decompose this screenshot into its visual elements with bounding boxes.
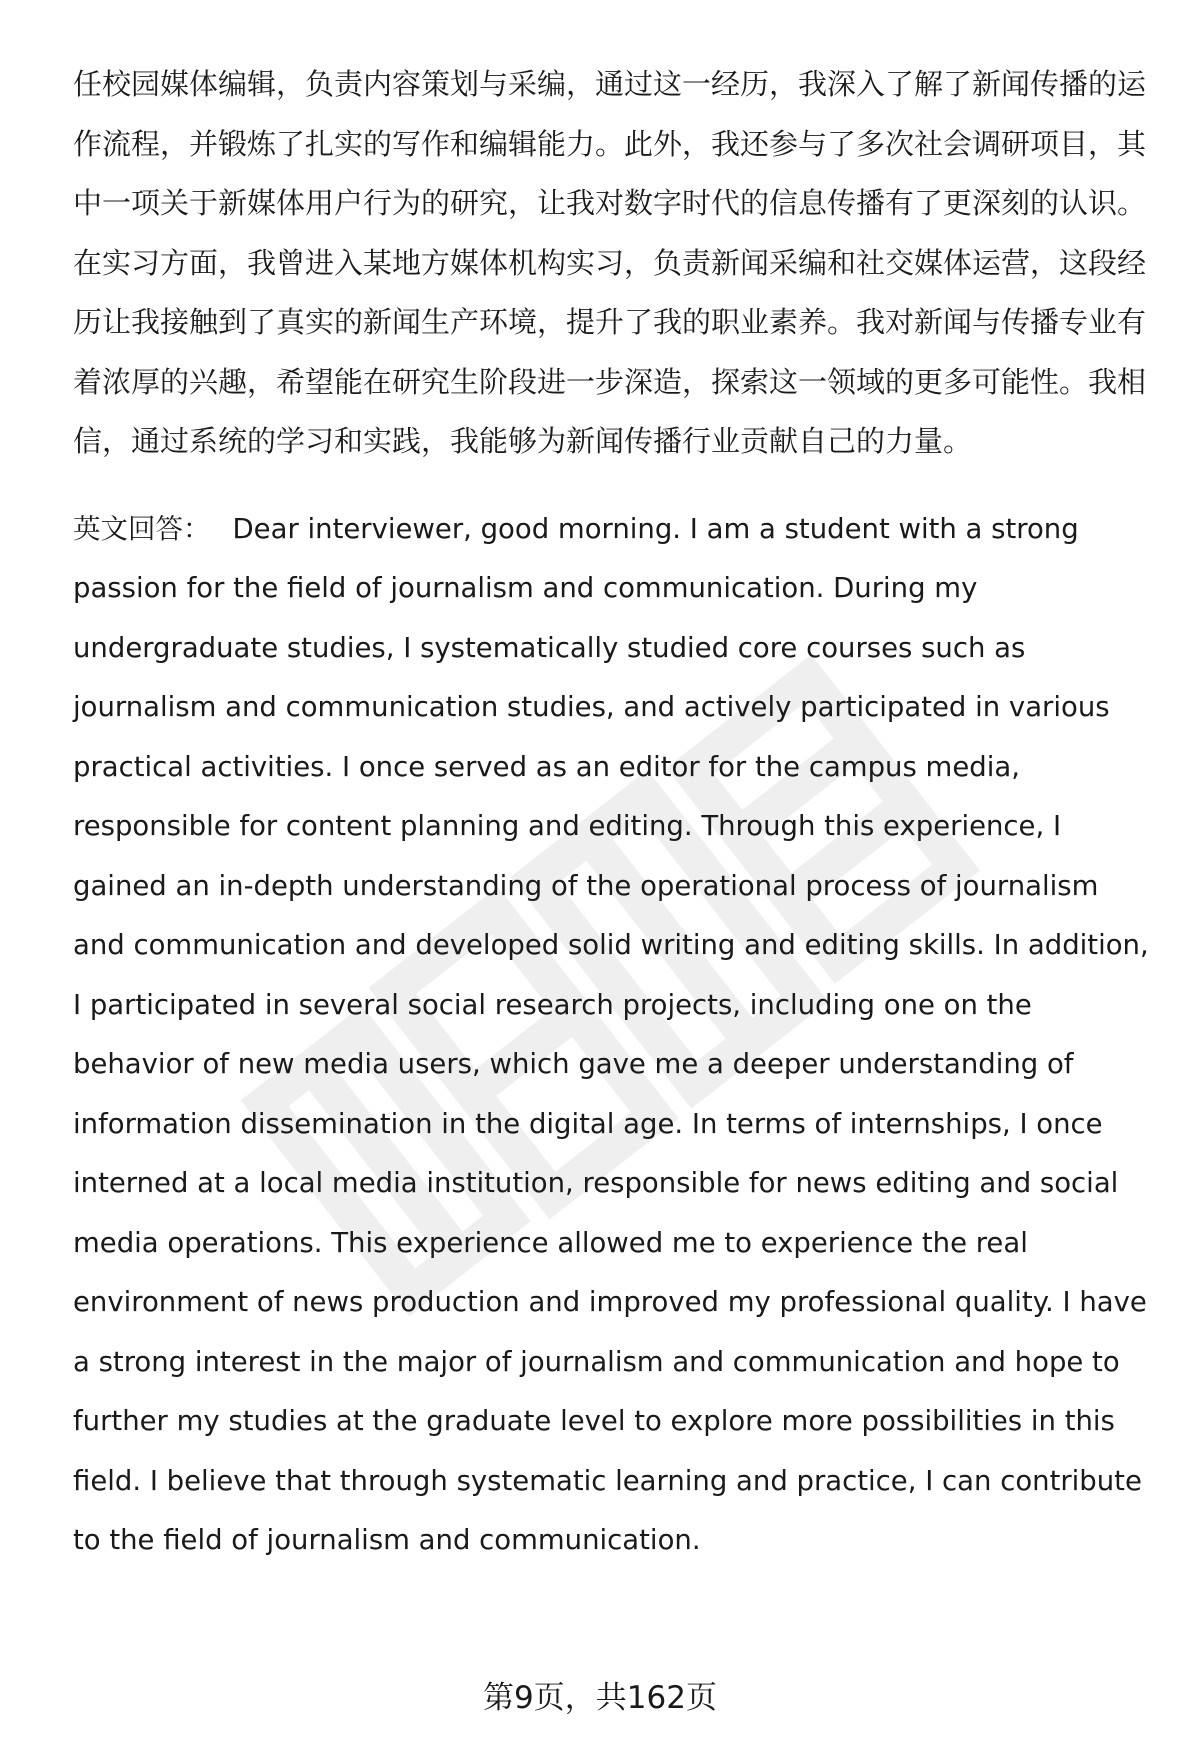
document-body xyxy=(73,55,1153,1571)
english-answer-text: Dear interviewer, good morning. I am a student with a strong passion for the field of journalism and communication. During my undergraduate studies, I systematically studied core courses such as journalism and communication studies, and actively participated in various practical activities. I once served as an editor for the campus media, responsible for content planning and editing. Through this experience, I gained an in-depth understanding of the operational process of journalism and communication and developed solid writing and editing skills. In addition, I participated in several social research projects, including one on the behavior of new media users, which gave me a deeper understanding of information dissemination in the digital age. In terms of internships, I once interned at a local media institution, responsible for news editing and social media operations. This experience allowed me to experience the real environment of news production and improved my professional quality. I have a strong interest in the major of journalism and communication and hope to further my studies at the graduate level to explore more possibilities in this field. I believe that through systematic learning and practice, I can contribute to the field of journalism and communication. xyxy=(73,512,1149,1556)
page-number: 第9页，共162页 xyxy=(483,1680,717,1716)
english-answer-paragraph xyxy=(73,500,1153,1571)
chinese-paragraph: 任校园媒体编辑，负责内容策划与采编，通过这一经历，我深入了解了新闻传播的运作流程，并锻炼了扎实的写作和编辑能力。此外，我还参与了多次社会调研项目，其中一项关于新媒体用户行为的研究，让我对数字时代的信息传播有了更深刻的认识。在实习方面，我曾进入某地方媒体机构实习，负责新闻采编和社交媒体运营，这段经历让我接触到了真实的新闻生产环境，提升了我的职业素养。我对新闻与传播专业有着浓厚的兴趣，希望能在研究生阶段进一步深造，探索这一领域的更多可能性。我相信，通过系统的学习和实践，我能够为新闻传播行业贡献自己的力量。 xyxy=(73,67,1147,458)
english-answer-label: 英文回答： xyxy=(73,512,211,545)
